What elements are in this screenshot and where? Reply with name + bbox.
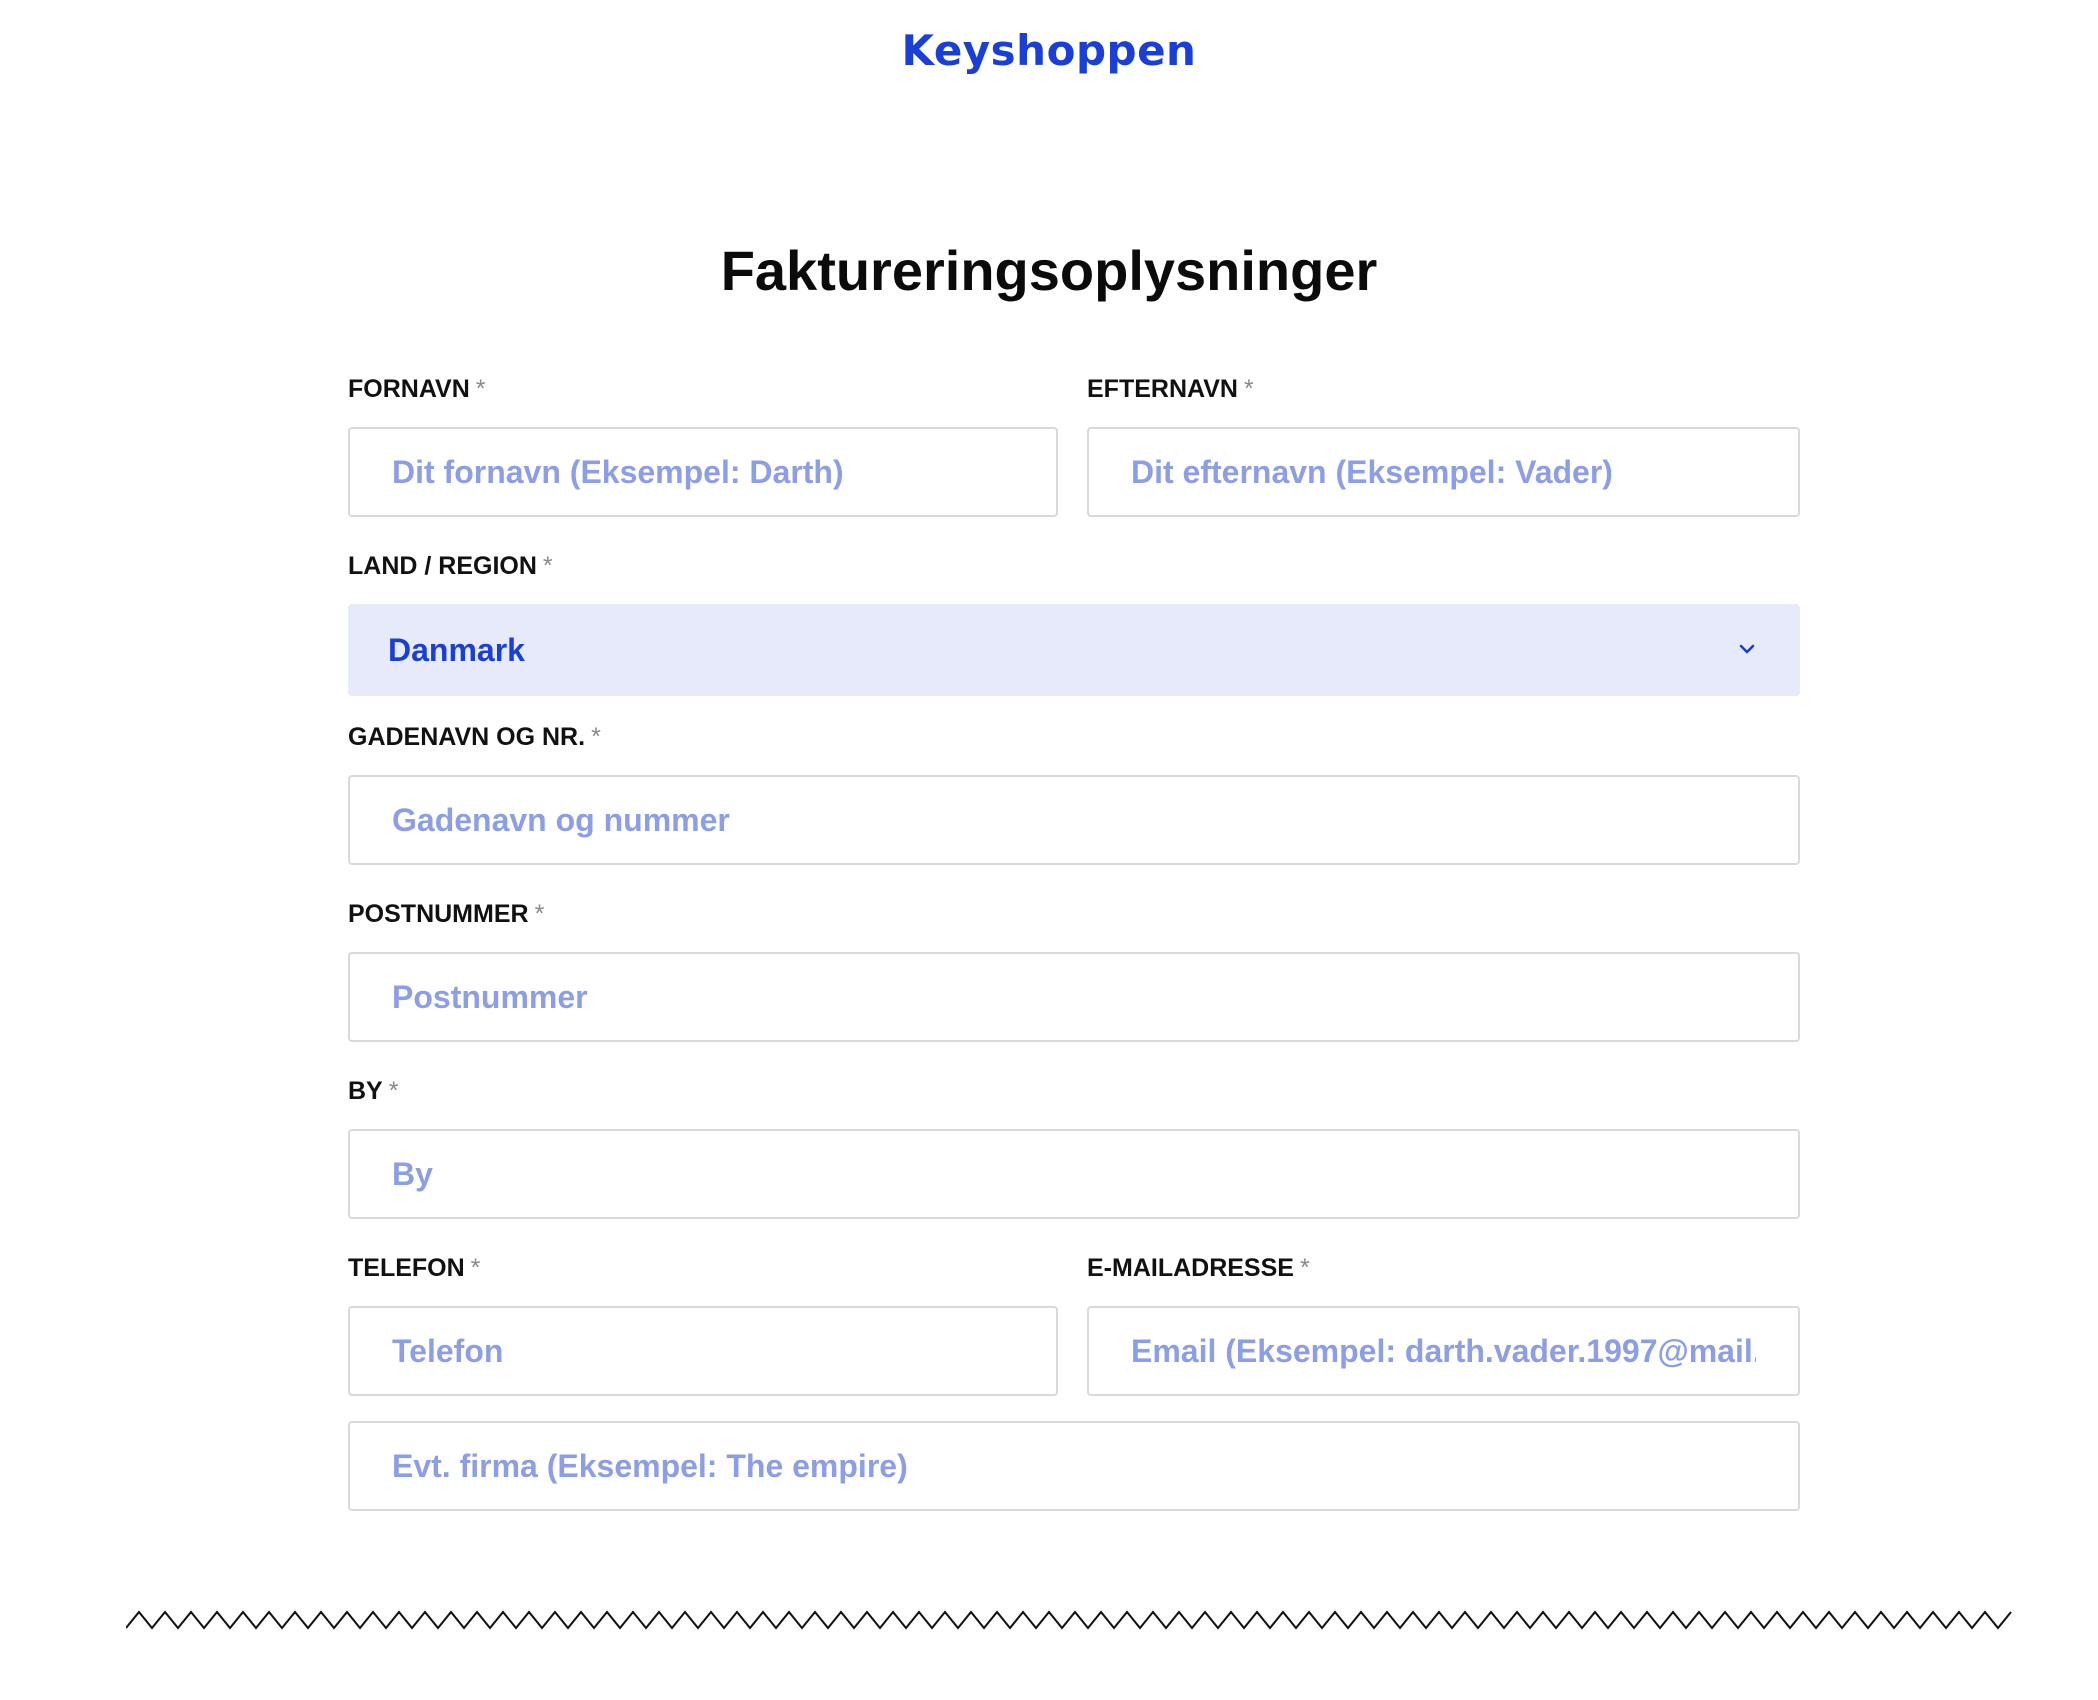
first-name-input[interactable] <box>348 427 1058 517</box>
email-label-text: E-MAILADRESSE <box>1087 1254 1294 1282</box>
city-label <box>348 1077 398 1106</box>
page-title: Faktureringsoplysninger <box>720 239 1378 302</box>
country-label <box>348 552 553 581</box>
zigzag-divider <box>126 1608 2022 1632</box>
required-mark: * <box>475 375 486 403</box>
phone-input[interactable] <box>348 1306 1058 1396</box>
last-name-input[interactable] <box>1087 427 1800 517</box>
city-label-text: BY <box>348 1077 383 1105</box>
country-label-text: LAND / REGION <box>348 552 537 580</box>
first-name-label <box>348 375 486 404</box>
last-name-label <box>1087 375 1254 404</box>
required-mark: * <box>470 1254 481 1282</box>
street-label <box>348 723 601 752</box>
chevron-down-icon <box>1736 638 1758 660</box>
site-logo[interactable]: Keyshoppen <box>901 26 1197 75</box>
phone-label-text: TELEFON <box>348 1254 465 1282</box>
last-name-label-text: EFTERNAVN <box>1087 375 1238 403</box>
required-mark: * <box>1299 1254 1310 1282</box>
country-select[interactable] <box>348 604 1800 696</box>
company-input[interactable] <box>348 1421 1800 1511</box>
email-input[interactable] <box>1087 1306 1800 1396</box>
city-input[interactable] <box>348 1129 1800 1219</box>
email-label <box>1087 1254 1310 1283</box>
required-mark: * <box>591 723 601 751</box>
required-mark: * <box>388 1077 399 1105</box>
phone-label <box>348 1254 480 1283</box>
first-name-label-text: FORNAVN <box>348 375 470 403</box>
street-label-text: GADENAVN OG NR. <box>348 723 586 751</box>
postcode-input[interactable] <box>348 952 1800 1042</box>
required-mark: * <box>1243 375 1254 403</box>
postcode-label-text: POSTNUMMER <box>348 900 529 928</box>
required-mark: * <box>542 552 553 580</box>
postcode-label <box>348 900 544 929</box>
required-mark: * <box>534 900 545 928</box>
street-input[interactable] <box>348 775 1800 865</box>
country-selected-value: Danmark <box>388 632 525 668</box>
